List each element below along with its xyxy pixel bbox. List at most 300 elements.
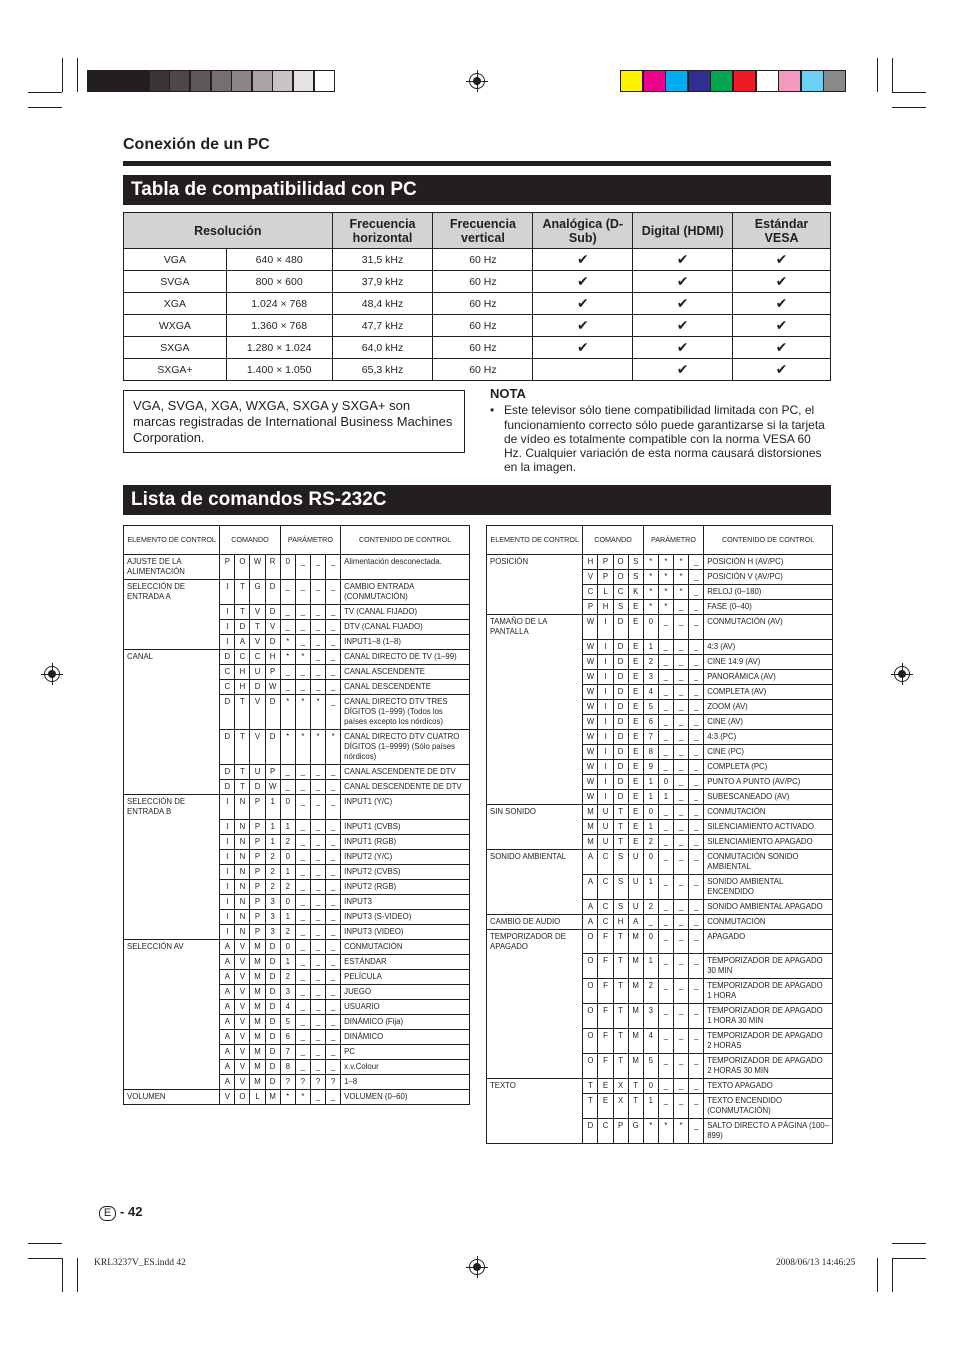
parameter-char: _	[326, 819, 341, 834]
rs232-row	[487, 1079, 833, 1094]
parameter-char: _	[310, 555, 325, 580]
command-char: S	[613, 899, 628, 914]
parameter-char: _	[658, 729, 673, 744]
parameter-char: _	[326, 969, 341, 984]
rs232-header: CONTENIDO DE CONTROL	[704, 526, 833, 555]
parameter-char: _	[326, 999, 341, 1014]
rs232-group-label: SELECCIÓN DE ENTRADA A	[124, 580, 220, 605]
parameter-char: *	[295, 730, 310, 765]
command-char: H	[265, 650, 280, 665]
command-char: V	[235, 1059, 250, 1074]
command-char: P	[250, 909, 265, 924]
command-char: T	[235, 695, 250, 730]
parameter-char: _	[689, 654, 704, 669]
command-char: D	[220, 765, 235, 780]
parameter-char: _	[689, 669, 704, 684]
rs232-row	[487, 914, 833, 929]
parameter-char: _	[295, 765, 310, 780]
rs232-row	[124, 939, 470, 954]
rs232-group-label	[487, 699, 583, 714]
rs232-row	[487, 585, 833, 600]
command-char: D	[250, 780, 265, 795]
check-icon: ✔	[633, 271, 733, 293]
command-char: I	[220, 879, 235, 894]
parameter-char: _	[310, 1089, 325, 1104]
parameter-char: _	[689, 1094, 704, 1119]
rs232-row	[124, 909, 470, 924]
command-char: D	[613, 615, 628, 640]
parameter-char: _	[295, 939, 310, 954]
rs232-content: x.v.Colour	[341, 1059, 470, 1074]
rs232-group-label	[487, 729, 583, 744]
parameter-char: _	[673, 654, 688, 669]
rs232-content: SILENCIAMIENTO ACTIVADO	[704, 819, 833, 834]
parameter-char: _	[689, 1054, 704, 1079]
parameter-char: _	[689, 874, 704, 899]
command-char: F	[598, 1004, 613, 1029]
check-icon: ✔	[533, 337, 633, 359]
compat-row	[124, 337, 831, 359]
parameter-char: _	[658, 1094, 673, 1119]
parameter-char: _	[689, 570, 704, 585]
footer-date: 2008/06/13 14:46:25	[776, 1258, 856, 1268]
command-char: I	[220, 635, 235, 650]
rs232-content: PELÍCULA	[341, 969, 470, 984]
rs232-content: DINÁMICO	[341, 1029, 470, 1044]
command-char: E	[628, 834, 643, 849]
rs232-content: FASE (0–40)	[704, 600, 833, 615]
parameter-char: _	[689, 714, 704, 729]
parameter-char: _	[326, 1029, 341, 1044]
compat-cell-vfreq: 60 Hz	[433, 249, 533, 271]
command-char: M	[250, 1014, 265, 1029]
parameter-char: 5	[280, 1014, 295, 1029]
rs232-content: COMPLETA (PC)	[704, 759, 833, 774]
parameter-char: *	[673, 555, 688, 570]
parameter-char: 1	[280, 864, 295, 879]
rs232-row	[124, 620, 470, 635]
parameter-char: *	[658, 570, 673, 585]
rs232-header: ELEMENTO DE CONTROL	[124, 526, 220, 555]
parameter-char: *	[673, 570, 688, 585]
command-char: A	[220, 954, 235, 969]
crop-mark	[892, 1258, 893, 1292]
command-char: I	[220, 834, 235, 849]
command-char: W	[583, 759, 598, 774]
rs232-content: TEMPORIZADOR DE APAGADO 1 HORA	[704, 979, 833, 1004]
command-char: D	[265, 984, 280, 999]
command-char: D	[220, 650, 235, 665]
rs232-row	[124, 1074, 470, 1089]
parameter-char: _	[326, 864, 341, 879]
parameter-char: _	[689, 804, 704, 819]
command-char: O	[583, 1004, 598, 1029]
check-icon: ✔	[533, 293, 633, 315]
command-char: T	[583, 1079, 598, 1094]
command-char: P	[598, 570, 613, 585]
command-char: W	[583, 714, 598, 729]
parameter-char: _	[310, 580, 325, 605]
command-char: C	[583, 585, 598, 600]
parameter-char: _	[673, 669, 688, 684]
parameter-char: _	[673, 979, 688, 1004]
rs232-group-label	[124, 879, 220, 894]
parameter-char: *	[643, 570, 658, 585]
parameter-char: ?	[280, 1074, 295, 1089]
page-letter: E	[99, 1206, 116, 1221]
rs232-group-label	[487, 1004, 583, 1029]
command-char: W	[583, 639, 598, 654]
command-char: E	[598, 1079, 613, 1094]
rs232-group-label	[487, 1054, 583, 1079]
compat-cell-resolution: 1.360 × 768	[226, 315, 332, 337]
rs232-content: SONIDO AMBIENTAL ENCENDIDO	[704, 874, 833, 899]
parameter-char: 2	[280, 834, 295, 849]
rs232-group-label	[487, 585, 583, 600]
rs232-group-label	[487, 834, 583, 849]
rs232-content: VOLUMEN (0–60)	[341, 1089, 470, 1104]
command-char: T	[235, 580, 250, 605]
check-icon: ✔	[733, 271, 831, 293]
command-char: A	[220, 1059, 235, 1074]
command-char: T	[613, 929, 628, 954]
parameter-char: *	[643, 585, 658, 600]
command-char: D	[265, 969, 280, 984]
parameter-char: _	[310, 1029, 325, 1044]
rs232-content: USUARIO	[341, 999, 470, 1014]
command-char: H	[235, 680, 250, 695]
rs232-row	[487, 570, 833, 585]
rs232-group-label	[487, 954, 583, 979]
parameter-char: _	[310, 1059, 325, 1074]
command-char: T	[613, 1054, 628, 1079]
rs232-group-label	[124, 1014, 220, 1029]
rs232-group-label	[124, 894, 220, 909]
parameter-char: _	[310, 939, 325, 954]
crop-mark	[877, 1258, 878, 1292]
parameter-char: _	[643, 914, 658, 929]
command-char: O	[583, 1054, 598, 1079]
command-char: V	[250, 695, 265, 730]
parameter-char: _	[658, 699, 673, 714]
rs232-content: PUNTO A PUNTO (AV/PC)	[704, 774, 833, 789]
grey-swatch	[252, 70, 273, 92]
rs232-row	[487, 714, 833, 729]
command-char: N	[235, 864, 250, 879]
parameter-char: *	[673, 1119, 688, 1144]
grey-swatch	[149, 70, 170, 92]
crop-mark	[877, 58, 878, 92]
command-char: T	[613, 819, 628, 834]
parameter-char: 1	[280, 954, 295, 969]
compat-cell-name: XGA	[124, 293, 227, 315]
rs232-header: PARÁMETRO	[280, 526, 341, 555]
command-char: N	[235, 795, 250, 820]
check-icon: ✔	[533, 315, 633, 337]
rs232-content: TV (CANAL FIJADO)	[341, 605, 470, 620]
rs232-content: ZOOM (AV)	[704, 699, 833, 714]
compat-cell-hfreq: 31,5 kHz	[332, 249, 433, 271]
rs232-row	[124, 954, 470, 969]
rs232-row	[124, 780, 470, 795]
parameter-char: _	[295, 909, 310, 924]
parameter-char: _	[310, 924, 325, 939]
command-char: M	[583, 834, 598, 849]
parameter-char: _	[689, 789, 704, 804]
rs232-content: 1–8	[341, 1074, 470, 1089]
rs232-row	[124, 834, 470, 849]
rs232-row	[487, 1094, 833, 1119]
command-char: H	[583, 555, 598, 570]
rs232-content: Alimentación desconectada.	[341, 555, 470, 580]
rs232-group-label	[487, 819, 583, 834]
command-char: N	[235, 924, 250, 939]
parameter-char: _	[689, 954, 704, 979]
parameter-char: _	[658, 1029, 673, 1054]
parameter-char: _	[673, 1054, 688, 1079]
command-char: C	[598, 849, 613, 874]
parameter-char: _	[673, 804, 688, 819]
command-char: E	[628, 615, 643, 640]
command-char: V	[250, 605, 265, 620]
parameter-char: _	[280, 780, 295, 795]
color-swatch	[688, 70, 711, 92]
compat-cell-name: VGA	[124, 249, 227, 271]
command-char: D	[265, 605, 280, 620]
command-char: D	[613, 699, 628, 714]
rs232-row	[487, 849, 833, 874]
command-char: P	[583, 600, 598, 615]
command-char: 1	[265, 795, 280, 820]
rs232-row	[124, 695, 470, 730]
command-char: P	[265, 665, 280, 680]
command-char: 3	[265, 909, 280, 924]
parameter-char: 0	[658, 774, 673, 789]
rs232-group-label	[124, 620, 220, 635]
command-char: E	[628, 789, 643, 804]
parameter-char: _	[295, 894, 310, 909]
command-char: F	[598, 1054, 613, 1079]
compat-row	[124, 315, 831, 337]
rs232-group-label	[124, 680, 220, 695]
parameter-char: _	[689, 834, 704, 849]
color-swatch	[733, 70, 756, 92]
crop-mark	[28, 1258, 62, 1259]
parameter-char: *	[326, 730, 341, 765]
compat-row	[124, 359, 831, 381]
command-char: I	[598, 744, 613, 759]
parameter-char: _	[326, 954, 341, 969]
command-char: S	[613, 874, 628, 899]
grey-swatch	[211, 70, 232, 92]
footer-file: KRL3237V_ES.indd 42	[94, 1258, 186, 1268]
parameter-char: 1	[643, 774, 658, 789]
parameter-char: _	[326, 1044, 341, 1059]
command-char: T	[628, 1079, 643, 1094]
command-char: M	[250, 939, 265, 954]
parameter-char: _	[326, 924, 341, 939]
command-char: V	[250, 635, 265, 650]
parameter-char: _	[295, 795, 310, 820]
rs232-row	[124, 864, 470, 879]
parameter-char: _	[326, 795, 341, 820]
parameter-char: _	[310, 620, 325, 635]
command-char: I	[220, 605, 235, 620]
parameter-char: _	[280, 765, 295, 780]
parameter-char: *	[280, 695, 295, 730]
rs232-group-label	[124, 1044, 220, 1059]
command-char: V	[235, 1074, 250, 1089]
command-char: N	[235, 894, 250, 909]
rs232-content: CONMUTACIÓN SONIDO AMBIENTAL	[704, 849, 833, 874]
parameter-char: _	[673, 849, 688, 874]
command-char: E	[628, 654, 643, 669]
parameter-char: _	[326, 765, 341, 780]
command-char: M	[250, 1074, 265, 1089]
check-icon: ✔	[633, 359, 733, 381]
command-char: D	[265, 1014, 280, 1029]
parameter-char: _	[689, 929, 704, 954]
color-swatch	[710, 70, 733, 92]
rs232-group-label	[124, 665, 220, 680]
parameter-char: _	[673, 1094, 688, 1119]
command-char: R	[265, 555, 280, 580]
rs232-content: INPUT2 (RGB)	[341, 879, 470, 894]
parameter-char: _	[673, 929, 688, 954]
rs232-content: 4:3 (AV)	[704, 639, 833, 654]
parameter-char: _	[658, 834, 673, 849]
command-char: X	[613, 1094, 628, 1119]
rs232-row	[487, 654, 833, 669]
parameter-char: _	[689, 899, 704, 914]
parameter-char: _	[658, 849, 673, 874]
rs232-content: CANAL DIRECTO DE TV (1–99)	[341, 650, 470, 665]
parameter-char: _	[310, 795, 325, 820]
compat-table	[123, 212, 831, 381]
parameter-char: *	[280, 730, 295, 765]
command-char: 1	[265, 834, 280, 849]
command-char: O	[583, 979, 598, 1004]
parameter-char: ?	[326, 1074, 341, 1089]
command-char: O	[583, 929, 598, 954]
rs232-content: TEXTO ENCENDIDO (CONMUTACIÓN)	[704, 1094, 833, 1119]
parameter-char: _	[295, 555, 310, 580]
command-char: V	[235, 1044, 250, 1059]
command-char: S	[613, 600, 628, 615]
command-char: D	[613, 639, 628, 654]
rs232-content: CINE (AV)	[704, 714, 833, 729]
parameter-char: _	[295, 954, 310, 969]
parameter-char: _	[295, 665, 310, 680]
parameter-char: _	[326, 780, 341, 795]
parameter-char: 1	[643, 789, 658, 804]
rs232-row	[124, 849, 470, 864]
command-char: N	[235, 849, 250, 864]
command-char: D	[265, 1059, 280, 1074]
rs232-row	[124, 999, 470, 1014]
command-char: V	[235, 1029, 250, 1044]
color-swatch	[756, 70, 779, 92]
command-char: U	[628, 874, 643, 899]
section-heading: Conexión de un PC	[123, 136, 270, 153]
command-char: I	[220, 620, 235, 635]
parameter-char: 3	[643, 1004, 658, 1029]
parameter-char: _	[673, 684, 688, 699]
rs232-row	[487, 729, 833, 744]
rs232-row	[487, 1054, 833, 1079]
rs232-row	[124, 555, 470, 580]
rs232-group-label	[487, 714, 583, 729]
parameter-char: _	[689, 979, 704, 1004]
parameter-char: _	[689, 600, 704, 615]
compat-row	[124, 249, 831, 271]
command-char: D	[613, 669, 628, 684]
grey-swatch	[314, 70, 335, 92]
check-icon: ✔	[733, 293, 831, 315]
parameter-char: _	[295, 999, 310, 1014]
rs232-row	[124, 650, 470, 665]
command-char: P	[250, 834, 265, 849]
check-icon: ✔	[733, 315, 831, 337]
grey-swatch	[169, 70, 190, 92]
page-sep: -	[120, 1204, 125, 1219]
command-char: P	[250, 795, 265, 820]
rs232-group-label	[124, 819, 220, 834]
rs232-content: CANAL DESCENDENTE	[341, 680, 470, 695]
parameter-char: _	[689, 729, 704, 744]
parameter-char: _	[658, 1054, 673, 1079]
parameter-char: _	[295, 1044, 310, 1059]
parameter-char: 2	[643, 654, 658, 669]
rs232-content: CANAL DIRECTO DTV TRES DÍGITOS (1–999) (Todos los países excepto los nórdicos)	[341, 695, 470, 730]
command-char: V	[235, 1014, 250, 1029]
command-char: D	[250, 680, 265, 695]
check-icon: ✔	[633, 337, 733, 359]
parameter-char: 0	[280, 894, 295, 909]
compat-header: Digital (HDMI)	[633, 213, 733, 249]
parameter-char: _	[295, 969, 310, 984]
rs232-group-label	[487, 1119, 583, 1144]
command-char: W	[583, 774, 598, 789]
rs232-header: COMANDO	[583, 526, 643, 555]
rs232-content: POSICIÓN H (AV/PC)	[704, 555, 833, 570]
parameter-char: _	[295, 864, 310, 879]
parameter-char: 0	[280, 939, 295, 954]
rs232-group-label	[124, 1059, 220, 1074]
compat-cell-resolution: 1.024 × 768	[226, 293, 332, 315]
compat-cell-resolution: 800 × 600	[226, 271, 332, 293]
command-char: D	[220, 780, 235, 795]
command-char: D	[613, 759, 628, 774]
registration-mark-icon	[469, 1259, 485, 1275]
command-char: E	[628, 600, 643, 615]
command-char: D	[265, 939, 280, 954]
parameter-char: _	[658, 744, 673, 759]
compat-cell-hfreq: 65,3 kHz	[332, 359, 433, 381]
parameter-char: *	[280, 650, 295, 665]
parameter-char: _	[326, 849, 341, 864]
rs232-group-label: VOLUMEN	[124, 1089, 220, 1104]
parameter-char: 3	[643, 669, 658, 684]
parameter-char: _	[295, 620, 310, 635]
parameter-char: _	[310, 879, 325, 894]
rs232-group-label	[487, 669, 583, 684]
rs232-row	[124, 1089, 470, 1104]
compat-cell-resolution: 640 × 480	[226, 249, 332, 271]
rs232-group-label	[487, 1029, 583, 1054]
parameter-char: _	[658, 639, 673, 654]
parameter-char: _	[280, 665, 295, 680]
